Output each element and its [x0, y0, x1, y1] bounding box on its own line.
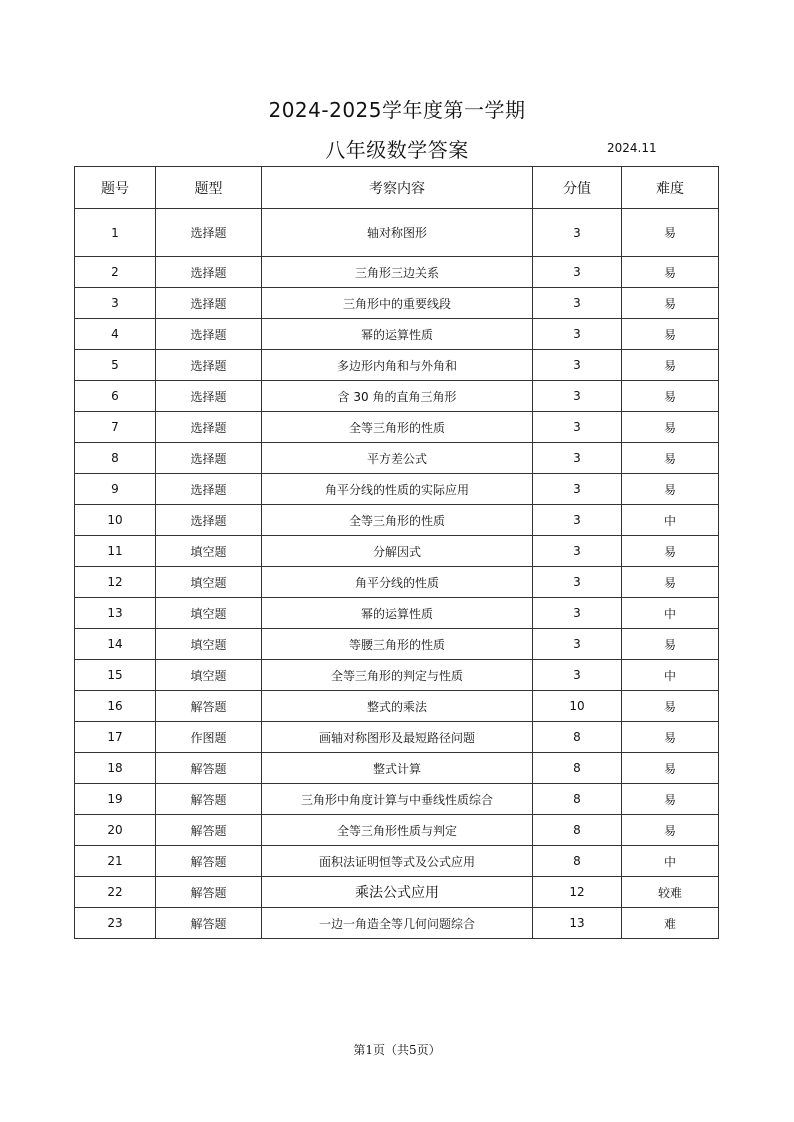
cell-number: 22: [75, 877, 156, 908]
cell-type: 作图题: [156, 722, 262, 753]
cell-difficulty: 易: [622, 815, 719, 846]
cell-difficulty: 中: [622, 505, 719, 536]
cell-difficulty: 易: [622, 288, 719, 319]
cell-score: 3: [533, 381, 622, 412]
table-row: [75, 412, 719, 443]
cell-content: 含 30 角的直角三角形: [262, 381, 533, 412]
cell-number: 18: [75, 753, 156, 784]
cell-number: 15: [75, 660, 156, 691]
cell-content: 三角形中的重要线段: [262, 288, 533, 319]
cell-type: 选择题: [156, 505, 262, 536]
cell-score: 3: [533, 350, 622, 381]
table-row: [75, 536, 719, 567]
cell-number: 20: [75, 815, 156, 846]
cell-difficulty: 易: [622, 350, 719, 381]
cell-number: 21: [75, 846, 156, 877]
cell-number: 3: [75, 288, 156, 319]
cell-content: 幂的运算性质: [262, 598, 533, 629]
cell-number: 9: [75, 474, 156, 505]
cell-type: 填空题: [156, 660, 262, 691]
cell-score: 3: [533, 660, 622, 691]
cell-type: 填空题: [156, 629, 262, 660]
table-row: [75, 629, 719, 660]
cell-difficulty: 易: [622, 474, 719, 505]
cell-difficulty: 难: [622, 908, 719, 939]
cell-score: 3: [533, 257, 622, 288]
cell-score: 3: [533, 598, 622, 629]
cell-difficulty: 中: [622, 660, 719, 691]
cell-content: 轴对称图形: [262, 209, 533, 257]
cell-type: 填空题: [156, 598, 262, 629]
cell-difficulty: 易: [622, 722, 719, 753]
cell-number: 12: [75, 567, 156, 598]
cell-content: 分解因式: [262, 536, 533, 567]
cell-type: 选择题: [156, 319, 262, 350]
cell-content: 全等三角形的判定与性质: [262, 660, 533, 691]
cell-content: 乘法公式应用: [262, 877, 533, 908]
cell-type: 解答题: [156, 877, 262, 908]
cell-score: 8: [533, 753, 622, 784]
cell-content: 全等三角形的性质: [262, 505, 533, 536]
page-subtitle: 八年级数学答案: [325, 138, 469, 162]
cell-type: 解答题: [156, 815, 262, 846]
cell-number: 10: [75, 505, 156, 536]
cell-content: 多边形内角和与外角和: [262, 350, 533, 381]
cell-difficulty: 易: [622, 567, 719, 598]
table-row: [75, 691, 719, 722]
table-row: [75, 598, 719, 629]
cell-content: 整式计算: [262, 753, 533, 784]
cell-content: 角平分线的性质的实际应用: [262, 474, 533, 505]
cell-content: 等腰三角形的性质: [262, 629, 533, 660]
cell-type: 选择题: [156, 443, 262, 474]
table-row: [75, 257, 719, 288]
column-header-type: 题型: [156, 167, 262, 209]
cell-score: 3: [533, 474, 622, 505]
cell-score: 8: [533, 722, 622, 753]
cell-number: 17: [75, 722, 156, 753]
cell-content: 面积法证明恒等式及公式应用: [262, 846, 533, 877]
column-header-number: 题号: [75, 167, 156, 209]
cell-type: 选择题: [156, 209, 262, 257]
cell-score: 3: [533, 209, 622, 257]
cell-score: 10: [533, 691, 622, 722]
cell-number: 13: [75, 598, 156, 629]
table-row: [75, 288, 719, 319]
table-row: [75, 908, 719, 939]
column-header-content: 考察内容: [262, 167, 533, 209]
column-header-difficulty: 难度: [622, 167, 719, 209]
cell-score: 3: [533, 319, 622, 350]
cell-content: 整式的乘法: [262, 691, 533, 722]
cell-number: 2: [75, 257, 156, 288]
cell-difficulty: 中: [622, 846, 719, 877]
cell-type: 填空题: [156, 536, 262, 567]
cell-score: 8: [533, 846, 622, 877]
cell-difficulty: 易: [622, 209, 719, 257]
cell-type: 选择题: [156, 257, 262, 288]
cell-number: 5: [75, 350, 156, 381]
cell-difficulty: 易: [622, 753, 719, 784]
cell-type: 解答题: [156, 784, 262, 815]
table-row: [75, 381, 719, 412]
cell-content: 三角形中角度计算与中垂线性质综合: [262, 784, 533, 815]
cell-difficulty: 易: [622, 319, 719, 350]
cell-type: 解答题: [156, 691, 262, 722]
cell-type: 选择题: [156, 474, 262, 505]
cell-difficulty: 易: [622, 443, 719, 474]
cell-difficulty: 易: [622, 381, 719, 412]
document-date: 2024.11: [607, 141, 657, 155]
table-row: [75, 722, 719, 753]
cell-score: 3: [533, 567, 622, 598]
cell-score: 3: [533, 629, 622, 660]
cell-difficulty: 易: [622, 257, 719, 288]
cell-score: 3: [533, 443, 622, 474]
table-row: [75, 350, 719, 381]
cell-content: 一边一角造全等几何问题综合: [262, 908, 533, 939]
cell-number: 19: [75, 784, 156, 815]
cell-content: 画轴对称图形及最短路径问题: [262, 722, 533, 753]
cell-score: 13: [533, 908, 622, 939]
cell-type: 选择题: [156, 412, 262, 443]
cell-difficulty: 易: [622, 536, 719, 567]
cell-content: 全等三角形的性质: [262, 412, 533, 443]
table-header-row: [75, 167, 719, 209]
cell-number: 6: [75, 381, 156, 412]
answer-table: [74, 166, 719, 939]
table-row: [75, 815, 719, 846]
cell-number: 11: [75, 536, 156, 567]
cell-difficulty: 易: [622, 784, 719, 815]
cell-score: 8: [533, 784, 622, 815]
cell-type: 填空题: [156, 567, 262, 598]
table-row: [75, 660, 719, 691]
cell-type: 解答题: [156, 753, 262, 784]
cell-number: 8: [75, 443, 156, 474]
table-row: [75, 567, 719, 598]
table-row: [75, 443, 719, 474]
cell-number: 16: [75, 691, 156, 722]
cell-score: 3: [533, 288, 622, 319]
cell-number: 1: [75, 209, 156, 257]
cell-content: 平方差公式: [262, 443, 533, 474]
cell-content: 全等三角形性质与判定: [262, 815, 533, 846]
cell-number: 23: [75, 908, 156, 939]
cell-number: 7: [75, 412, 156, 443]
table-row: [75, 505, 719, 536]
table-row: [75, 877, 719, 908]
page-footer: 第1页（共5页）: [353, 1043, 441, 1057]
cell-difficulty: 易: [622, 691, 719, 722]
cell-score: 3: [533, 536, 622, 567]
cell-number: 14: [75, 629, 156, 660]
cell-type: 选择题: [156, 381, 262, 412]
cell-type: 选择题: [156, 350, 262, 381]
table-body: [75, 209, 719, 939]
cell-difficulty: 易: [622, 629, 719, 660]
table-row: [75, 846, 719, 877]
cell-score: 12: [533, 877, 622, 908]
cell-content: 幂的运算性质: [262, 319, 533, 350]
cell-score: 3: [533, 412, 622, 443]
table-row: [75, 474, 719, 505]
cell-difficulty: 较难: [622, 877, 719, 908]
cell-score: 8: [533, 815, 622, 846]
table-row: [75, 209, 719, 257]
cell-type: 解答题: [156, 908, 262, 939]
table-row: [75, 753, 719, 784]
table-row: [75, 319, 719, 350]
cell-score: 3: [533, 505, 622, 536]
cell-content: 角平分线的性质: [262, 567, 533, 598]
cell-content: 三角形三边关系: [262, 257, 533, 288]
cell-difficulty: 中: [622, 598, 719, 629]
cell-type: 解答题: [156, 846, 262, 877]
cell-type: 选择题: [156, 288, 262, 319]
cell-difficulty: 易: [622, 412, 719, 443]
cell-number: 4: [75, 319, 156, 350]
table-row: [75, 784, 719, 815]
column-header-score: 分值: [533, 167, 622, 209]
page-title: 2024-2025学年度第一学期: [268, 98, 526, 122]
